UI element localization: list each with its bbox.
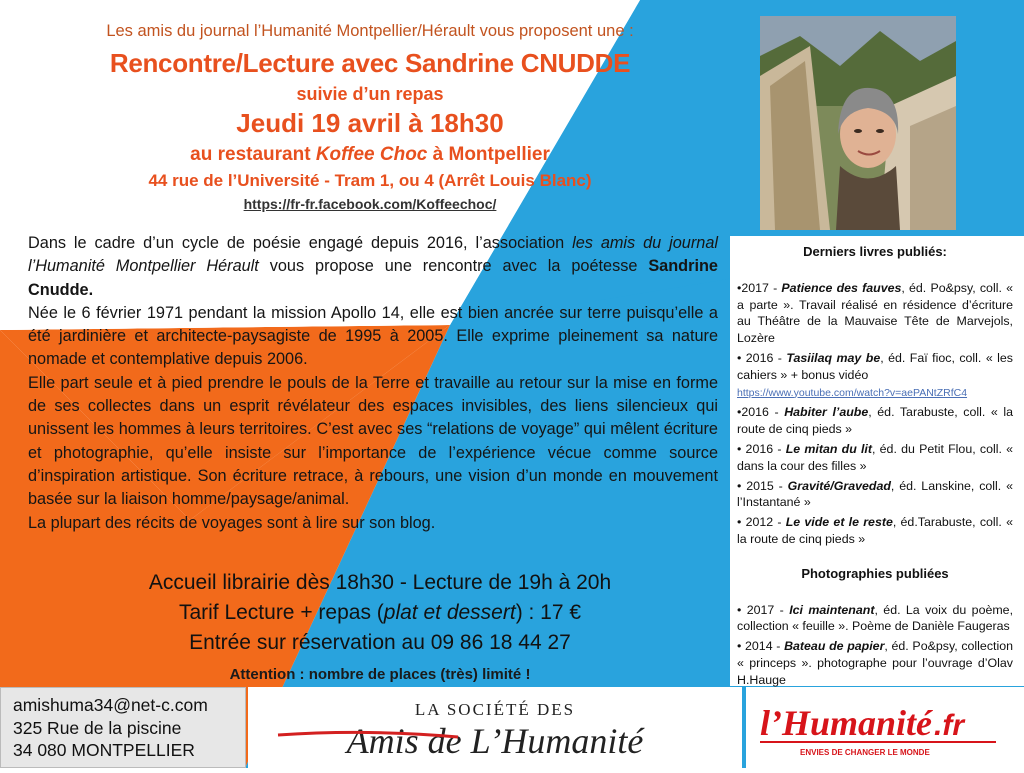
paragraph-intro [28, 232, 718, 302]
book-details: , éd. du Petit Flou, coll. « dans la cour des filles » [737, 441, 1014, 473]
book-year: • 2015 - [737, 478, 788, 493]
p1-association: les amis du journal l’Humanité Montpellier Hérault [28, 234, 718, 276]
attention-notice: Attention : nombre de places (très) limité ! [229, 666, 531, 683]
price-b: plat et dessert [383, 601, 516, 624]
body-text [28, 232, 718, 535]
book-video-link[interactable]: https://www.youtube.com/watch?v=aePANtZRfC4 [737, 386, 968, 399]
book-title: Le vide et le reste [785, 515, 893, 530]
paragraph-birth: Née le 6 février 1971 pendant la mission Apollo 14, elle est bien ancrée sur terre puisqu’elle a été jardinière et architecte-paysagiste de 1995 à 2005. Elle exprime pleinement sa nature nomade et contemplative depuis 2006. [28, 303, 718, 369]
event-date: Jeudi 19 avril à 18h30 [236, 108, 504, 138]
humanite-logo [746, 687, 1024, 768]
photo-pub-title: Bateau de papier [784, 639, 885, 654]
book-title: Tasiilaq may be [786, 350, 881, 365]
book-title: Le mitan du lit [785, 441, 872, 456]
photos-list [737, 602, 1013, 689]
place-prefix: au restaurant [190, 144, 316, 165]
photo-pub-item [737, 638, 1013, 688]
books-list [737, 280, 1013, 548]
books-heading: Derniers livres publiés: [803, 244, 947, 259]
contact-email[interactable]: amishuma34@net-c.com [13, 695, 208, 715]
book-item [737, 478, 1013, 512]
paragraph-blog: La plupart des récits de voyages sont à lire sur son blog. [28, 513, 436, 532]
book-year: • 2016 - [737, 441, 786, 456]
book-item [737, 404, 1013, 438]
book-details: , éd. Po&psy, coll. « a parte ». Travail réalisé en résidence d’écriture au Théâtre de la Mauvaise Tête de Marvejols, Lozère [737, 280, 1013, 346]
photo-pub-details: , éd. La voix du poème, collection « feuille ». Poème de Danièle Faugeras [737, 602, 1014, 634]
photos-heading: Photographies publiées [801, 565, 949, 581]
price-a: Tarif Lecture + repas ( [178, 601, 384, 624]
contact-street: 325 Rue de la piscine [13, 717, 182, 738]
event-info [60, 568, 700, 658]
header-intro: Les amis du journal l’Humanité Montpellier/Hérault vous proposent une : [106, 22, 634, 40]
event-address: 44 rue de l’Université - Tram 1, ou 4 (Arrêt Louis Blanc) [148, 171, 592, 190]
societe-amis-logo [248, 687, 742, 768]
paragraph-travel: Elle part seule et à pied prendre le pouls de la Terre et travaille au retour sur la mise en forme de ses collectes dans un esprit révélateur des espaces invisibles, des liens silencieux qui unissent les hommes à leurs territoires. C’est avec ses “relations de voyage” qui mêlent écriture et photographie, qu’elle insiste sur l’importance de l’expérience vécue comme source d’inspiration artistique. Son écriture retrace, à rebours, une vision d’un monde en mouvement basée sur la liaison homme/paysage/animal. [28, 373, 718, 509]
photo-pub-item [737, 602, 1013, 636]
societe-script-text: Amis de L’Humanité [346, 721, 644, 761]
contact-city: 34 080 MONTPELLIER [13, 740, 195, 760]
book-title: Patience des fauves [781, 280, 902, 295]
book-details: , éd. Tarabuste, coll. « la route de cinq pieds » [737, 405, 1014, 437]
p1-text-c: vous propose une rencontre avec la poétesse [258, 257, 649, 276]
p1-poet-name: Sandrine Cnudde. [28, 257, 718, 299]
p1-text-a: Dans le cadre d’un cycle de poésie engagé depuis 2016, l’association [28, 234, 573, 252]
publications-column [737, 244, 1013, 692]
book-item [737, 280, 1013, 347]
book-details: , éd.Tarabuste, coll. « la route de cinq pieds » [737, 515, 1013, 546]
place-suffix: à Montpellier [427, 144, 550, 165]
book-item [737, 441, 1013, 475]
photo-pub-title: Ici maintenant [789, 602, 875, 617]
place-name: Koffee Choc [315, 144, 428, 165]
event-place [40, 144, 700, 166]
book-details: , éd. Faï fioc, coll. « les cahiers » + bonus vidéo [737, 350, 1013, 382]
book-year: •2017 - [737, 280, 782, 295]
info-reservation: Entrée sur réservation au 09 86 18 44 27 [189, 631, 571, 654]
facebook-link[interactable]: https://fr-fr.facebook.com/Koffeechoc/ [243, 196, 497, 212]
price-c: ) : 17 € [515, 601, 582, 624]
book-year: •2016 - [737, 405, 785, 420]
event-subtitle: suivie d’un repas [296, 84, 444, 104]
societe-top-text: LA SOCIÉTÉ DES [414, 700, 576, 719]
author-photo [760, 16, 956, 230]
huma-tagline: ENVIES DE CHANGER LE MONDE [800, 748, 930, 757]
contact-box [0, 687, 246, 768]
photo-pub-details: , éd. Po&psy, collection « princeps ». photographe pour l’ouvrage d’Olav H.Hauge [737, 639, 1013, 687]
photo-pub-year: • 2017 - [737, 602, 790, 617]
huma-tld: .fr [934, 709, 964, 742]
book-details: , éd. Lanskine, coll. « l’Instantané » [737, 478, 1013, 510]
book-title: Gravité/Gravedad [787, 478, 891, 493]
huma-main: l’Humanité [760, 703, 933, 743]
info-price [60, 598, 700, 628]
book-title: Habiter l’aube [784, 405, 869, 420]
event-title: Rencontre/Lecture avec Sandrine CNUDDE [109, 48, 631, 78]
photo-pub-year: • 2014 - [737, 639, 785, 654]
info-schedule: Accueil librairie dès 18h30 - Lecture de 19h à 20h [148, 571, 612, 594]
book-year: • 2016 - [737, 350, 787, 365]
book-item [737, 514, 1013, 548]
book-item [737, 350, 1013, 401]
book-year: • 2012 - [737, 515, 786, 530]
